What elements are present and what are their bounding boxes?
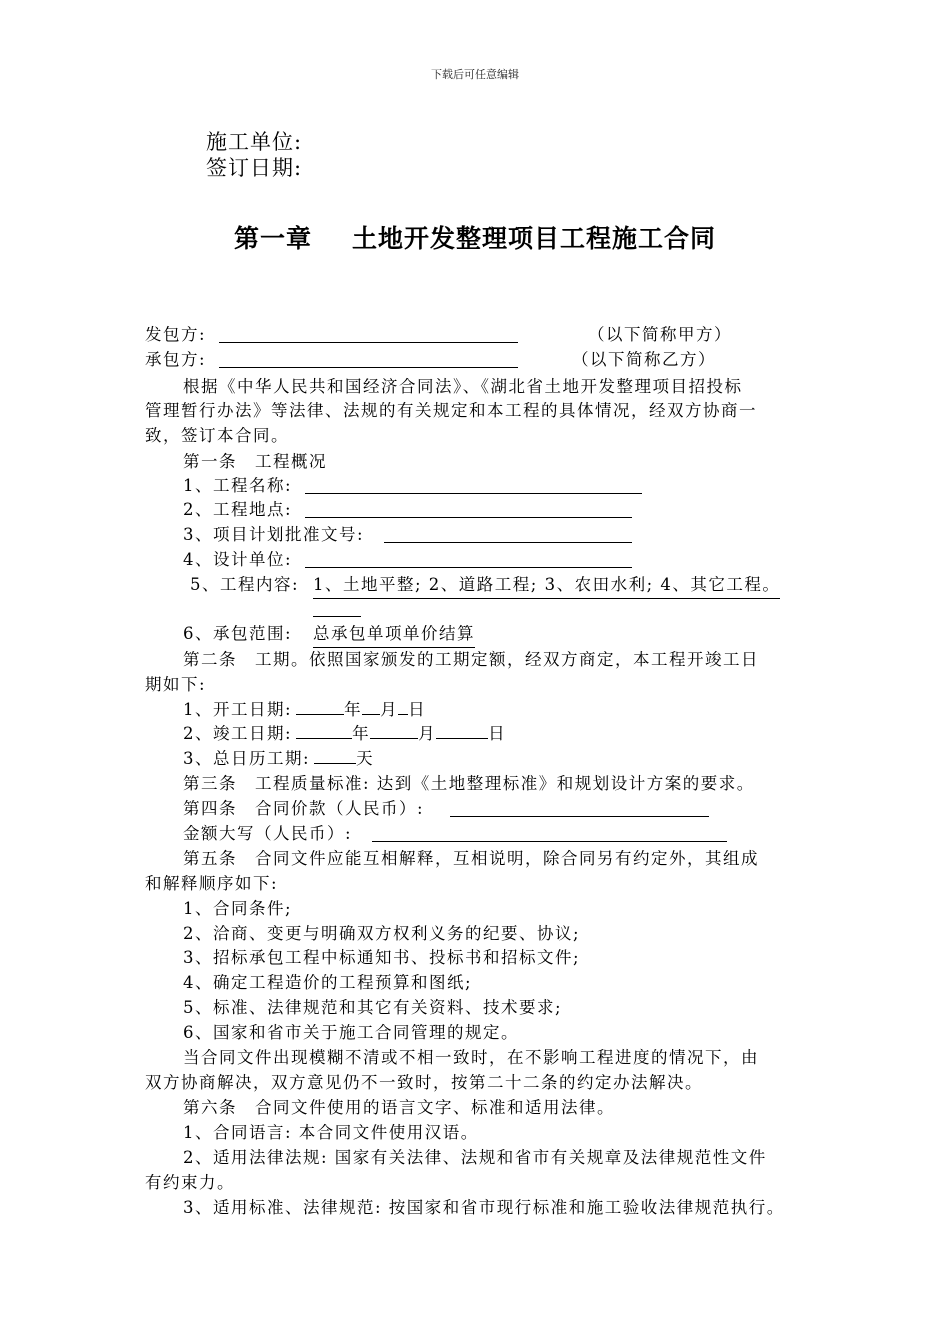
employer-label: 发包方:: [145, 325, 207, 344]
article-6-heading: 第六条 合同文件使用的语言文字、标准和适用法律。: [183, 1098, 615, 1117]
finish-month-blank: [370, 724, 418, 739]
total-duration-blank: [314, 749, 356, 764]
chapter-label: 第一章: [233, 224, 312, 253]
start-year-blank: [296, 700, 344, 715]
intro-line-3: 致，签订本合同。: [145, 426, 289, 445]
project-content-continuation-line: [313, 616, 361, 617]
article-2-line-1: 第二条 工期。依照国家颁发的工期定额，经双方商定，本工程开竣工日: [183, 650, 759, 669]
design-unit-blank-line: [305, 567, 632, 568]
article-5-line-1: 第五条 合同文件应能互相解释，互相说明，除合同另有约定外，其组成: [183, 849, 759, 868]
page-header-note: 下载后可任意编辑: [431, 68, 519, 81]
project-content-text: 1、土地平整; 2、道路工程; 3、农田水利; 4、其它工程。: [313, 573, 780, 599]
total-duration-label: 3、总日历工期:: [183, 749, 311, 768]
intro-line-2: 管理暂行办法》等法律、法规的有关规定和本工程的具体情况，经双方协商一: [145, 401, 757, 420]
finish-date-label: 2、竣工日期:: [183, 724, 293, 743]
finish-day-blank: [436, 724, 488, 739]
article-1-heading: 第一条 工程概况: [183, 452, 327, 471]
project-name-label: 1、工程名称:: [183, 476, 293, 495]
total-duration-row: [183, 747, 374, 771]
contract-scope-text: 总承包单项单价结算: [313, 622, 475, 648]
design-unit-label: 4、设计单位:: [183, 550, 293, 569]
contractor-label: 承包方:: [145, 350, 207, 369]
approval-number-label: 3、项目计划批准文号:: [183, 525, 365, 544]
article-5-item-4: 4、确定工程造价的工程预算和图纸;: [183, 973, 473, 992]
contract-scope-label: 6、承包范围:: [183, 624, 293, 643]
finish-month-unit: 月: [418, 724, 437, 743]
finish-date-row: [183, 722, 506, 746]
intro-line-1: 根据《中华人民共和国经济合同法》、《湖北省土地开发整理项目招投标: [183, 377, 743, 396]
article-4-label: 第四条 合同价款（人民币）:: [183, 799, 425, 818]
article-5-item-3: 3、招标承包工程中标通知书、投标书和招标文件;: [183, 948, 581, 967]
start-date-label: 1、开工日期:: [183, 700, 293, 719]
contract-name: 土地开发整理项目工程施工合同: [352, 224, 717, 253]
start-year-unit: 年: [344, 700, 363, 719]
start-date-row: [183, 698, 426, 722]
total-duration-unit: 天: [356, 749, 375, 768]
article-5-item-2: 2、洽商、变更与明确双方权利义务的纪要、协议;: [183, 924, 581, 943]
article-5-item-5: 5、标准、法律规范和其它有关资料、技术要求;: [183, 998, 563, 1017]
article-6-item-2a: 2、适用法律法规: 国家有关法律、法规和省市有关规章及法律规范性文件: [183, 1148, 767, 1167]
contract-price-blank-line: [450, 816, 709, 817]
article-5-note-2: 双方协商解决，双方意见仍不一致时，按第二十二条的约定办法解决。: [145, 1073, 703, 1092]
employer-blank-line: [219, 342, 518, 343]
article-6-item-1: 1、合同语言: 本合同文件使用汉语。: [183, 1123, 479, 1142]
contractor-note: （以下简称乙方）: [572, 350, 716, 369]
finish-year-blank: [296, 724, 352, 739]
article-5-item-6: 6、国家和省市关于施工合同管理的规定。: [183, 1023, 519, 1042]
contract-title: [0, 219, 950, 255]
project-location-blank-line: [305, 517, 632, 518]
employer-note: （以下简称甲方）: [588, 325, 732, 344]
article-3: 第三条 工程质量标准: 达到《土地整理标准》和规划设计方案的要求。: [183, 774, 755, 793]
start-month-blank: [362, 700, 380, 715]
finish-year-unit: 年: [352, 724, 371, 743]
start-day-unit: 日: [408, 700, 427, 719]
contract-scope-value: [313, 622, 475, 648]
project-content-label: 5、工程内容:: [190, 575, 300, 594]
article-5-item-1: 1、合同条件;: [183, 899, 293, 918]
article-5-note-1: 当合同文件出现模糊不清或不相一致时，在不影响工程进度的情况下，由: [183, 1048, 759, 1067]
amount-in-words-label: 金额大写（人民币）:: [183, 824, 353, 843]
article-2-line-2: 期如下:: [145, 675, 207, 694]
amount-in-words-blank-line: [372, 841, 727, 842]
article-5-line-2: 和解释顺序如下:: [145, 874, 279, 893]
approval-number-blank-line: [384, 542, 632, 543]
finish-day-unit: 日: [488, 724, 507, 743]
article-6-item-3: 3、适用标准、法律规范: 按国家和省市现行标准和施工验收法律规范执行。: [183, 1198, 785, 1217]
project-location-label: 2、工程地点:: [183, 500, 293, 519]
start-month-unit: 月: [380, 700, 399, 719]
article-6-item-2b: 有约束力。: [145, 1173, 235, 1192]
project-name-blank-line: [305, 493, 642, 494]
project-content-value: [313, 573, 780, 599]
signing-date-label: 签订日期:: [206, 156, 303, 180]
construction-unit-label: 施工单位:: [206, 130, 303, 154]
contractor-blank-line: [219, 367, 518, 368]
start-day-blank: [398, 700, 408, 715]
